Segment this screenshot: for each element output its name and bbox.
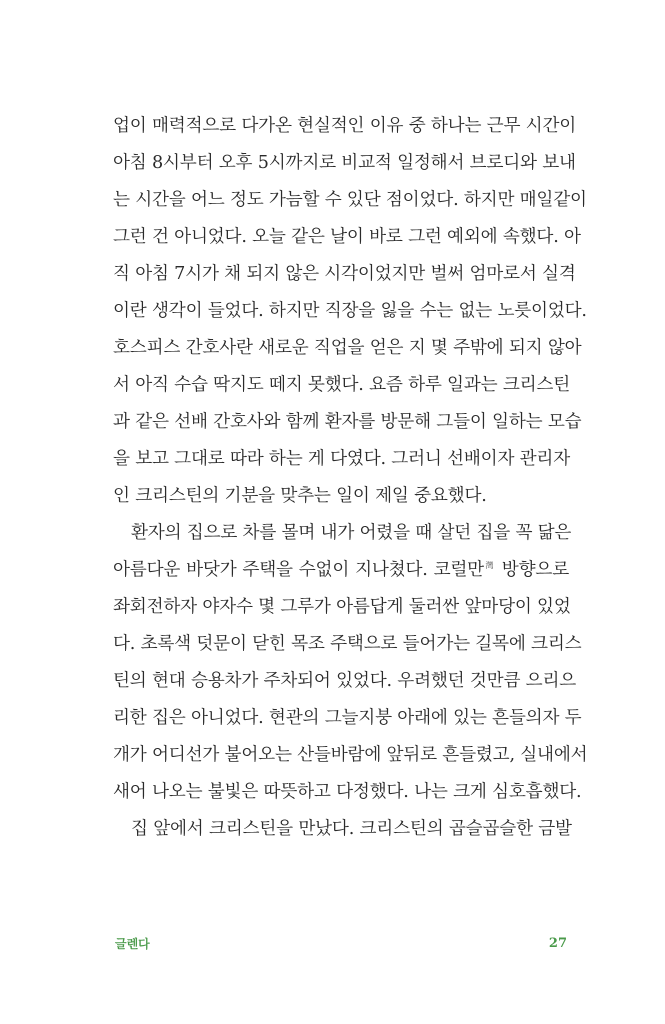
text-segment: 방향으로 xyxy=(495,560,569,580)
text-line: 아침 8시부터 오후 5시까지로 비교적 일정해서 브로디와 보내 xyxy=(113,153,576,173)
text-line: 서 아직 수습 딱지도 떼지 못했다. 요즘 하루 일과는 크리스틴 xyxy=(113,375,571,395)
text-line: 그런 건 아니었다. 오늘 같은 날이 바로 그런 예외에 속했다. 아 xyxy=(113,227,581,247)
body-text xyxy=(113,108,588,848)
text-line: 과 같은 선배 간호사와 함께 환자를 방문해 그들이 일하는 모습 xyxy=(113,412,582,432)
text-line: 는 시간을 어느 정도 가늠할 수 있단 점이었다. 하지만 매일같이 xyxy=(113,190,587,210)
text-line: 다. 초록색 덧문이 닫힌 목조 주택으로 들어가는 길목에 크리스 xyxy=(113,634,582,654)
paragraph-start-line: 집 앞에서 크리스틴을 만났다. 크리스틴의 곱슬곱슬한 금발 xyxy=(131,819,572,839)
text-line: 업이 매력적으로 다가온 현실적인 이유 중 하나는 근무 시간이 xyxy=(113,116,577,136)
text-line: 리한 집은 아니었다. 현관의 그늘지붕 아래에 있는 흔들의자 두 xyxy=(113,708,582,728)
page-footer xyxy=(113,933,569,953)
text-line: 직 아침 7시가 채 되지 않은 시각이었지만 벌써 엄마로서 실격 xyxy=(113,264,576,284)
text-line: 을 보고 그대로 따라 하는 게 다였다. 그러니 선배이자 관리자 xyxy=(113,449,571,469)
paragraph-end-line: 인 크리스틴의 기분을 맞추는 일이 제일 중요했다. xyxy=(113,486,487,506)
text-line: 개가 어디선가 불어오는 산들바람에 앞뒤로 흔들렸고, 실내에서 xyxy=(113,745,588,765)
paragraph-end-line: 새어 나오는 불빛은 따뜻하고 다정했다. 나는 크게 심호흡했다. xyxy=(113,782,582,802)
hanja-annotation: 灣 xyxy=(484,561,494,571)
text-line-with-note xyxy=(113,552,569,589)
page-number: 27 xyxy=(548,935,567,951)
text-line: 틴의 현대 승용차가 주차되어 있었다. 우려했던 것만큼 으리으 xyxy=(113,671,577,691)
text-segment: 아름다운 바닷가 주택을 수없이 지나쳤다. 코럴만 xyxy=(113,560,484,580)
paragraph-start-line: 환자의 집으로 차를 몰며 내가 어렸을 때 살던 집을 꼭 닮은 xyxy=(131,523,572,543)
text-line: 좌회전하자 야자수 몇 그루가 아름답게 둘러싼 앞마당이 있었 xyxy=(113,597,571,617)
text-line: 이란 생각이 들었다. 하지만 직장을 잃을 수는 없는 노릇이었다. xyxy=(113,301,587,321)
text-line: 호스피스 간호사란 새로운 직업을 얻은 지 몇 주밖에 되지 않아 xyxy=(113,338,582,358)
running-title: 글렌다 xyxy=(115,936,150,951)
